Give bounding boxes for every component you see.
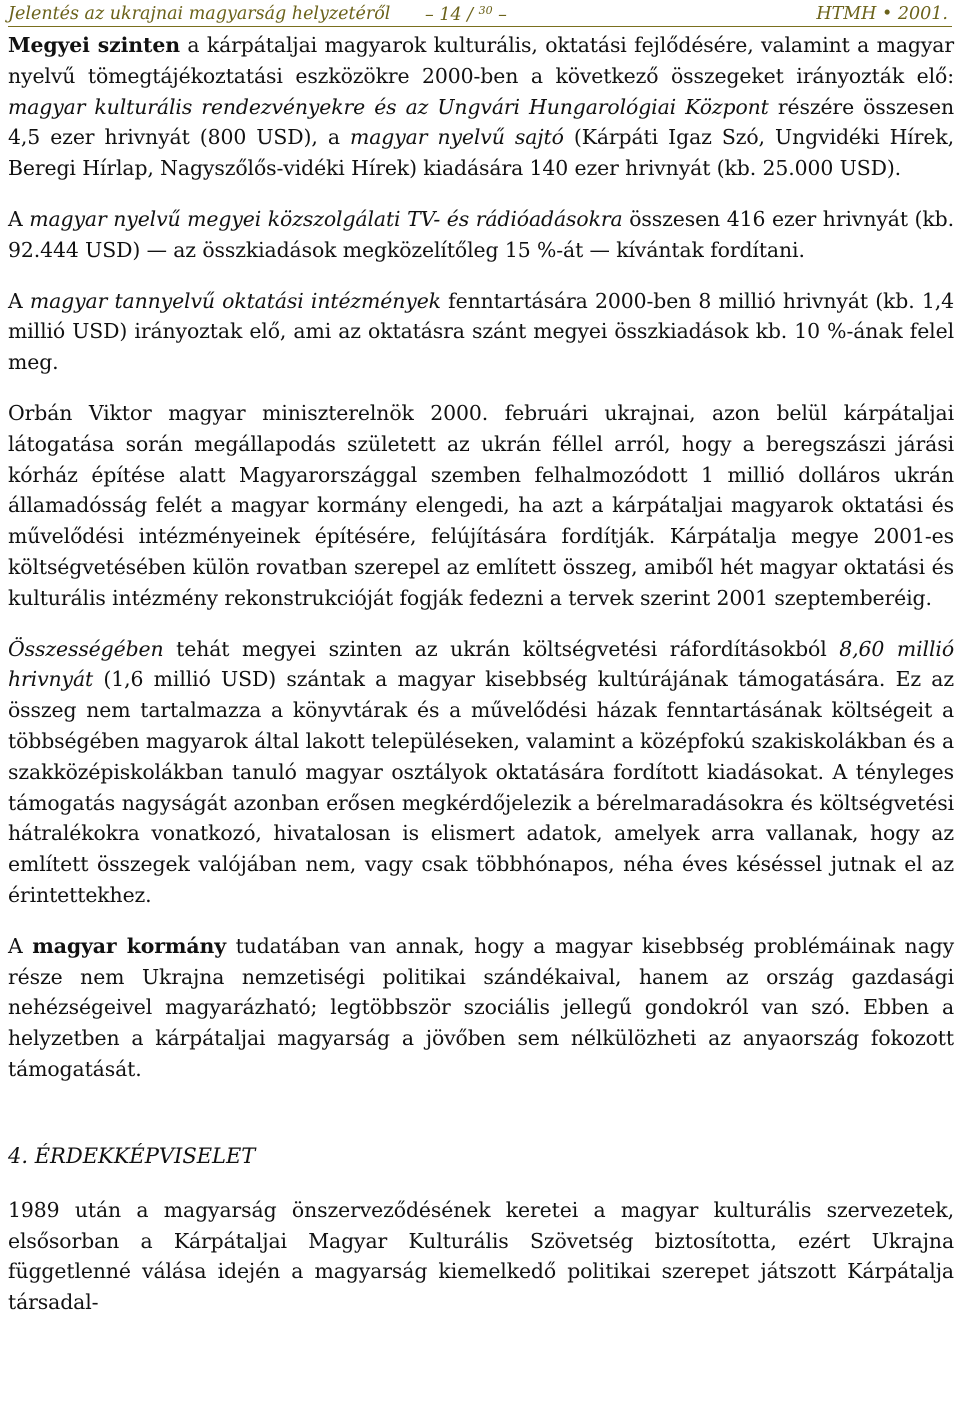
page-number-suffix: – (492, 5, 507, 25)
bold-text: Megyei szinten (8, 33, 180, 57)
paragraph (8, 931, 954, 1085)
text-run: A (8, 206, 30, 231)
page-header (8, 2, 952, 27)
bold-text: magyar kormány (32, 933, 226, 958)
paragraph (8, 30, 954, 184)
paragraph: 1989 után a magyarság önszerveződésének keretei a magyar kulturális szervezetek, elsősorban a Kárpátaljai Magyar Kulturális Szövetség biztosította, ezért Ukrajna függetlenné válása idején a magyarság kiemelkedő politikai szerepet játszott Kárpátalja társadal- (8, 1197, 954, 1315)
document-body (8, 30, 954, 1338)
paragraph (8, 286, 954, 378)
italic-text: magyar nyelvű sajtó (350, 125, 564, 150)
text-run: részére összesen 4,5 ezer hrivnyát (800 USD), a (8, 94, 954, 150)
italic-text: magyar tannyelvű oktatási intézmények (29, 288, 441, 313)
text-run: tudatában van annak, hogy a magyar kisebbség problémáinak nagy része nem Ukrajna nemzetiségi politikai szándékaival, hanem az ország gazdasági nehézségeivel magyarázható; legtöbbször szociális jellegű gondokról van szó. Ebben a helyzetben a kárpátaljai magyarság a jövőben sem nélkülözheti az anyaország fokozott támogatását. (8, 933, 954, 1081)
text-run: fenntartására 2000-ben 8 millió hrivnyát (kb. 1,4 millió USD) irányoztak elő, ami az oktatásra szánt megyei összkiadások kb. 10 %-ának felel meg. (8, 288, 954, 375)
publisher-date: HTMH • 2001. (816, 4, 948, 24)
paragraph-list (8, 30, 954, 1085)
text-run: A (8, 288, 30, 313)
page-total: 30 (478, 4, 493, 17)
italic-text: magyar nyelvű megyei közszolgálati TV- és rádióadásokra (29, 206, 623, 231)
text-run: A (8, 933, 33, 958)
italic-text: magyar kulturális rendezvényekre és az Ungvári Hungarológiai Központ (8, 94, 769, 119)
section-heading: 4. ÉRDEKKÉPVISELET (8, 1143, 256, 1168)
paragraph (8, 634, 954, 911)
text-run: tehát megyei szinten az ukrán költségvetési ráfordításokból (163, 636, 840, 661)
italic-text: 8,60 millió hrivnyát (8, 636, 954, 692)
paragraph (8, 398, 954, 614)
italic-text: Összességében (8, 636, 164, 661)
page-number (425, 4, 507, 25)
text-run: a kárpátaljai magyarok kulturális, oktatási fejlődésére, valamint a magyar nyelvű tömegtájékoztatási eszközökre 2000-ben a következő összegeket irányozták elő: (8, 33, 955, 88)
page-number-prefix: – 14 / (425, 5, 479, 25)
document-title: Jelentés az ukrajnai magyarság helyzetéről (8, 4, 391, 24)
text-run: (1,6 millió USD) szántak a magyar kisebbség kultúrájának támogatására. Ez az összeg nem tartalmazza a könyvtárak és a művelődési házak fenntartásának költségeit a többségében magyarok által lakott településeken, valamint a középfokú szakiskolákban és a szakközépiskolákban tanuló magyar osztályok oktatására fordított kiadásokat. A tényleges támogatás nagyságát azonban erősen megkérdőjelezik a bérelmaradásokra és költségvetési hátralékokra vonatkozó, hivatalosan is elismert adatok, amelyek arra vallanak, hogy az említett összegek valójában nem, vagy csak többhónapos, néha éves késéssel jutnak el az érintettekhez. (8, 667, 954, 907)
text-run: (Kárpáti Igaz Szó, Ungvidéki Hírek, Beregi Hírlap, Nagyszőlős-vidéki Hírek) kiadására 140 ezer hrivnyát (kb. 25.000 USD). (8, 125, 954, 181)
text-run: Orbán Viktor magyar miniszterelnök 2000. februári ukrajnai, azon belül kárpátaljai látogatása során megállapodás született az ukrán féllel arról, hogy a beregszászi járási kórház építése alatt Magyarországgal szemben felhalmozódott 1 millió dolláros ukrán államadósság felét a magyar kormány elengedi, ha azt a kárpátaljai magyarok oktatási és művelődési intézményeinek építésére, felújítására fordítják. Kárpátalja megye 2001-es költségvetésében külön rovatban szerepel az említett összeg, amiből hét magyar oktatási és kulturális intézmény rekonstrukcióját fogják fedezni a tervek szerint 2001 szeptemberéig. (8, 400, 954, 610)
paragraph (8, 204, 954, 266)
text-run: összesen 416 ezer hrivnyát (kb. 92.444 USD) — az összkiadások megközelítőleg 15 %-át — kívántak fordítani. (8, 206, 955, 262)
